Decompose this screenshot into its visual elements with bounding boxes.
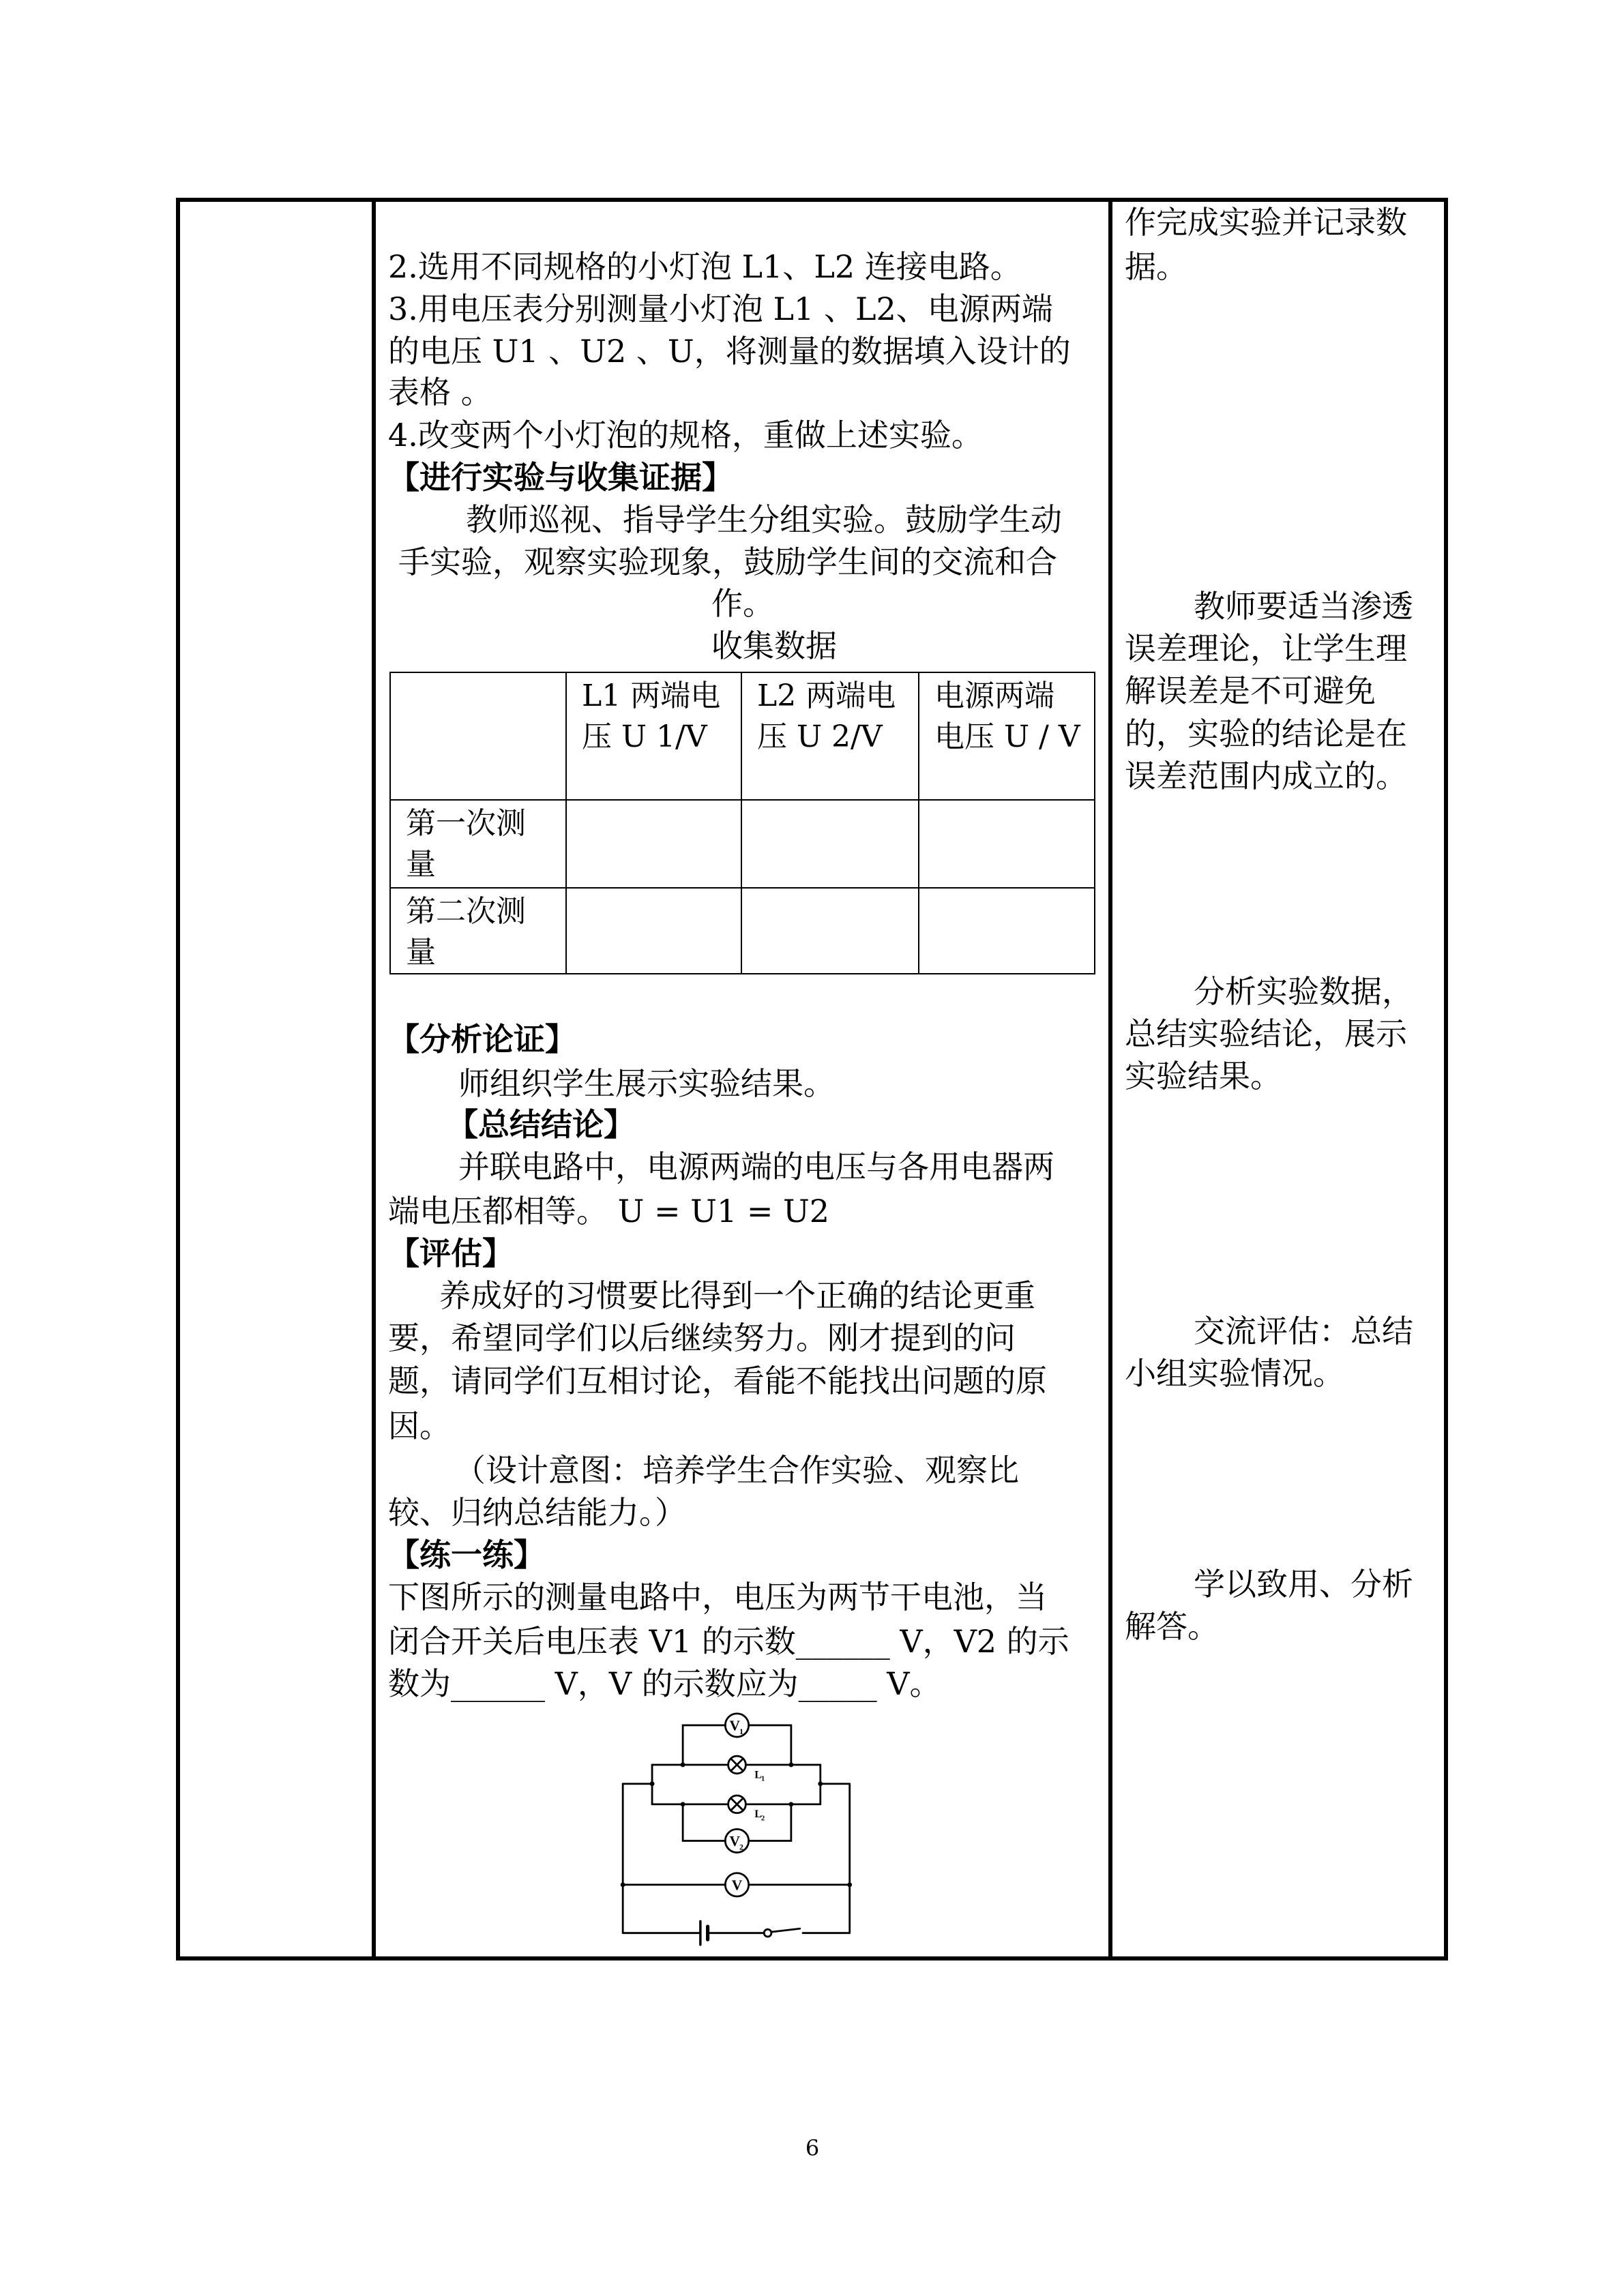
student-activity-line: 教师要适当渗透	[1194, 588, 1413, 625]
junction-dot	[681, 1802, 685, 1806]
table-header-cell: L2 两端电压 U 2/V	[741, 672, 919, 800]
switch-lever	[771, 1928, 800, 1932]
data-collection-table	[389, 672, 1095, 974]
wire-v1-branch-right	[749, 1725, 791, 1765]
circuit-diagram	[614, 1705, 860, 1956]
student-activity-line: 总结实验结论，展示	[1125, 1015, 1407, 1052]
switch-pivot	[764, 1929, 771, 1937]
student-activity-line: 的，实验的结论是在	[1125, 715, 1407, 752]
voltmeter-v-symbol: V	[731, 1877, 743, 1894]
evaluation-line: 要，希望同学们以后继续努力。刚才提到的问	[388, 1320, 1016, 1356]
table-caption: 收集数据	[711, 627, 837, 664]
conclusion-line: 端电压都相等。 U = U1 = U2	[388, 1193, 830, 1229]
junction-dot	[681, 1763, 685, 1768]
table-header-cell: 电源两端电压 U / V	[919, 672, 1095, 800]
design-step-line: 3.用电压表分别测量小灯泡 L1 、L2、电源两端	[388, 290, 1053, 327]
row-label: 第一次测量	[390, 800, 566, 888]
column-divider-left	[372, 198, 376, 1960]
experiment-line: 教师巡视、指导学生分组实验。鼓励学生动	[466, 501, 1062, 538]
junction-dot	[847, 1882, 852, 1887]
analysis-heading: 【分析论证】	[388, 1021, 576, 1058]
column-divider-right	[1108, 198, 1112, 1960]
evaluation-line: 养成好的习惯要比得到一个正确的结论更重	[439, 1277, 1035, 1314]
experiment-line: 作。	[711, 585, 774, 622]
table-header-row	[390, 672, 1095, 800]
experiment-line: 手实验，观察实验现象，鼓励学生间的交流和合	[398, 543, 1057, 580]
analysis-line: 师组织学生展示实验结果。	[458, 1065, 835, 1102]
student-activity-line: 学以致用、分析	[1194, 1566, 1413, 1602]
data-cell	[919, 800, 1095, 888]
student-activity-line: 实验结果。	[1125, 1058, 1282, 1094]
practice-line: 数为______ V，V 的示数应为_____ V。	[388, 1665, 941, 1702]
lamp-l1-cross	[730, 1759, 743, 1771]
voltmeter-v2-subscript: 2	[739, 1842, 743, 1852]
data-cell	[566, 800, 741, 888]
evaluation-line: 题，请同学们互相讨论，看能不能找出问题的原	[388, 1362, 1047, 1399]
lamp-l1-subscript: 1	[761, 1774, 765, 1783]
student-activity-line: 误差范围内成立的。	[1125, 758, 1407, 794]
table-row	[390, 800, 1095, 888]
wire-v1-branch-left	[683, 1725, 725, 1765]
page-number: 6	[805, 2135, 820, 2161]
experiment-heading: 【进行实验与收集证据】	[388, 459, 733, 496]
design-step-line: 的电压 U1 、U2 、U，将测量的数据填入设计的	[388, 333, 1071, 370]
voltmeter-v2-symbol: V	[729, 1833, 741, 1850]
data-cell	[741, 800, 919, 888]
lamp-l2-subscript: 2	[761, 1814, 765, 1823]
student-activity-line: 分析实验数据，	[1194, 973, 1413, 1010]
table-row	[390, 888, 1095, 974]
lamp-l2-symbol: L	[754, 1808, 762, 1821]
practice-line: 下图所示的测量电路中，电压为两节干电池，当	[388, 1579, 1047, 1615]
design-intent-line: （设计意图：培养学生合作实验、观察比	[454, 1452, 1019, 1489]
voltmeter-v1-subscript: 1	[739, 1726, 743, 1736]
junction-dot	[818, 1781, 823, 1786]
evaluation-line: 因。	[388, 1407, 451, 1444]
practice-heading: 【练一练】	[388, 1536, 545, 1573]
student-activity-line: 误差理论，让学生理	[1125, 630, 1407, 667]
student-activity-line: 交流评估：总结	[1194, 1313, 1413, 1350]
design-step-line: 2.选用不同规格的小灯泡 L1、L2 连接电路。	[388, 248, 1022, 285]
row-label: 第二次测量	[390, 888, 566, 974]
junction-dot	[650, 1781, 655, 1786]
table-header-cell: L1 两端电压 U 1/V	[566, 672, 741, 800]
student-activity-line: 小组实验情况。	[1125, 1355, 1344, 1392]
data-cell	[741, 888, 919, 974]
design-step-line: 表格 。	[388, 374, 492, 411]
junction-dot	[788, 1763, 793, 1768]
junction-dot	[788, 1802, 793, 1806]
student-activity-line: 作完成实验并记录数	[1125, 204, 1407, 241]
data-cell	[919, 888, 1095, 974]
conclusion-line: 并联电路中，电源两端的电压与各用电器两	[458, 1148, 1054, 1185]
wire-v2-branch-left	[683, 1804, 725, 1841]
student-activity-line: 解误差是不可避免	[1125, 672, 1376, 709]
data-cell	[566, 888, 741, 974]
lamp-l1-symbol: L	[754, 1769, 762, 1781]
student-activity-line: 解答。	[1125, 1608, 1219, 1645]
design-step-line: 4.改变两个小灯泡的规格，重做上述实验。	[388, 417, 983, 453]
student-activity-line: 据。	[1125, 248, 1187, 285]
design-intent-line: 较、归纳总结能力。）	[388, 1494, 686, 1531]
lamp-l2-cross	[730, 1798, 743, 1810]
conclusion-heading: 【总结结论】	[447, 1106, 635, 1143]
voltmeter-v1-symbol: V	[729, 1717, 741, 1734]
junction-dot	[621, 1882, 625, 1887]
practice-line: 闭合开关后电压表 V1 的示数______ V，V2 的示	[388, 1623, 1069, 1660]
table-header-cell	[390, 672, 566, 800]
evaluation-heading: 【评估】	[388, 1235, 514, 1272]
